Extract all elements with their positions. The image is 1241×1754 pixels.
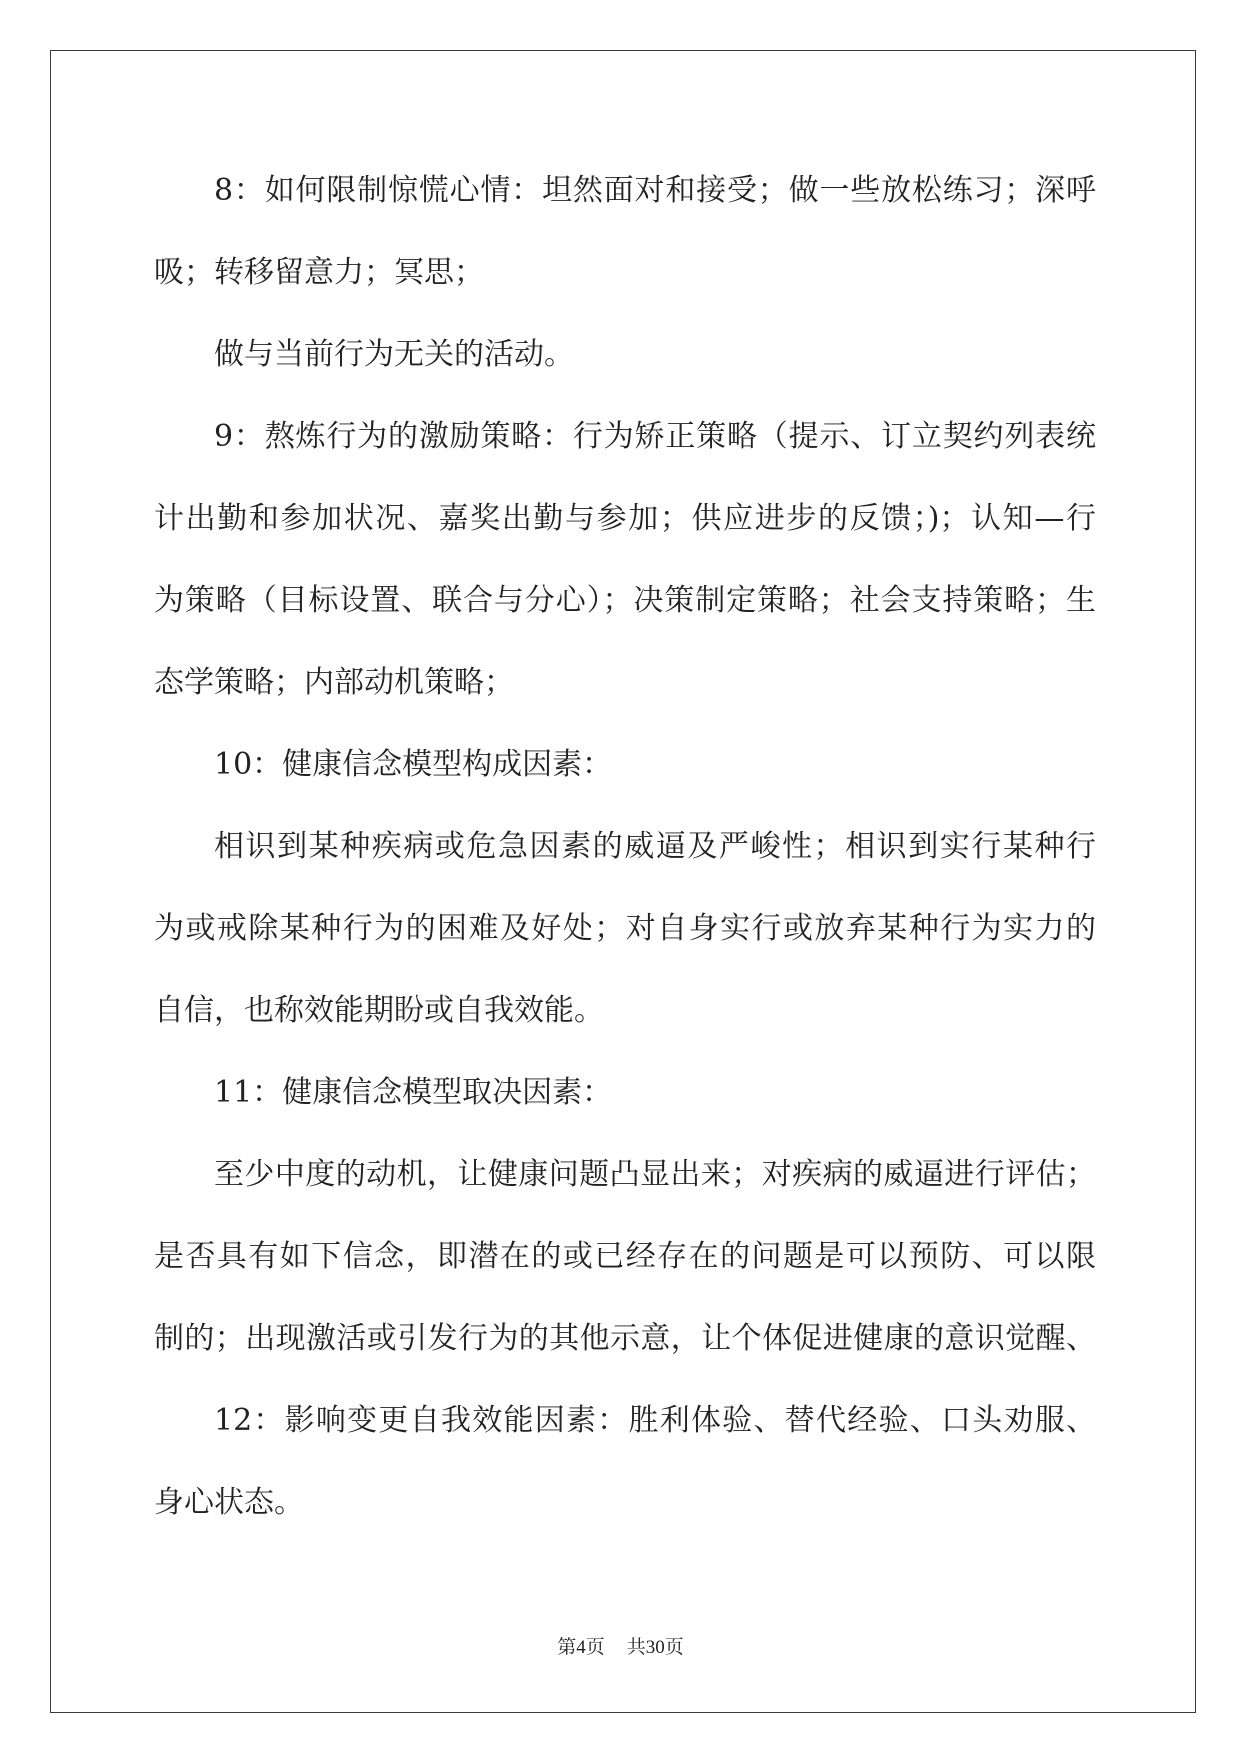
page-number-label: 第4页 xyxy=(557,1637,605,1658)
paragraph xyxy=(154,150,1096,314)
section-heading xyxy=(154,724,1096,806)
paragraph-line: 10：健康信念模型构成因素： xyxy=(214,747,613,782)
paragraph xyxy=(154,1380,1096,1544)
paragraph-line: 为策略（目标设置、联合与分心）；决策制定策略；社会支持策略；生 xyxy=(154,583,1096,618)
paragraph xyxy=(154,314,1096,396)
paragraph-line: 吸；转移留意力；冥思； xyxy=(154,255,484,290)
paragraph-line: 自信，也称效能期盼或自我效能。 xyxy=(154,993,604,1028)
total-pages-label: 共30页 xyxy=(626,1637,684,1658)
paragraph-line: 相识到某种疾病或危急因素的威逼及严峻性；相识到实行某种行 xyxy=(214,829,1096,864)
paragraph-line: 态学策略；内部动机策略； xyxy=(154,665,514,700)
document-body xyxy=(154,150,1096,1544)
paragraph-line: 至少中度的动机，让健康问题凸显出来；对疾病的威逼进行评估； xyxy=(214,1157,1096,1192)
paragraph-line: 计出勤和参加状况、嘉奖出勤与参加；供应进步的反馈；)；认知—行 xyxy=(154,501,1096,536)
paragraph-line: 做与当前行为无关的活动。 xyxy=(214,337,574,372)
paragraph-line: 是否具有如下信念，即潜在的或已经存在的问题是可以预防、可以限 xyxy=(154,1239,1096,1274)
paragraph-line: 9：熬炼行为的激励策略：行为矫正策略（提示、订立契约列表统 xyxy=(214,419,1096,454)
paragraph xyxy=(154,1134,1096,1380)
page-footer xyxy=(0,1634,1241,1662)
paragraph xyxy=(154,806,1096,1052)
section-heading xyxy=(154,1052,1096,1134)
paragraph-line: 11：健康信念模型取决因素： xyxy=(214,1075,613,1110)
paragraph-line: 12：影响变更自我效能因素：胜利体验、替代经验、口头劝服、 xyxy=(214,1403,1096,1438)
paragraph-line: 制的；出现激活或引发行为的其他示意，让个体促进健康的意识觉醒、 xyxy=(154,1321,1096,1356)
paragraph-line: 8：如何限制惊慌心情：坦然面对和接受；做一些放松练习；深呼 xyxy=(214,173,1096,208)
paragraph-line: 身心状态。 xyxy=(154,1485,304,1520)
paragraph-line: 为或戒除某种行为的困难及好处；对自身实行或放弃某种行为实力的 xyxy=(154,911,1096,946)
paragraph xyxy=(154,396,1096,724)
